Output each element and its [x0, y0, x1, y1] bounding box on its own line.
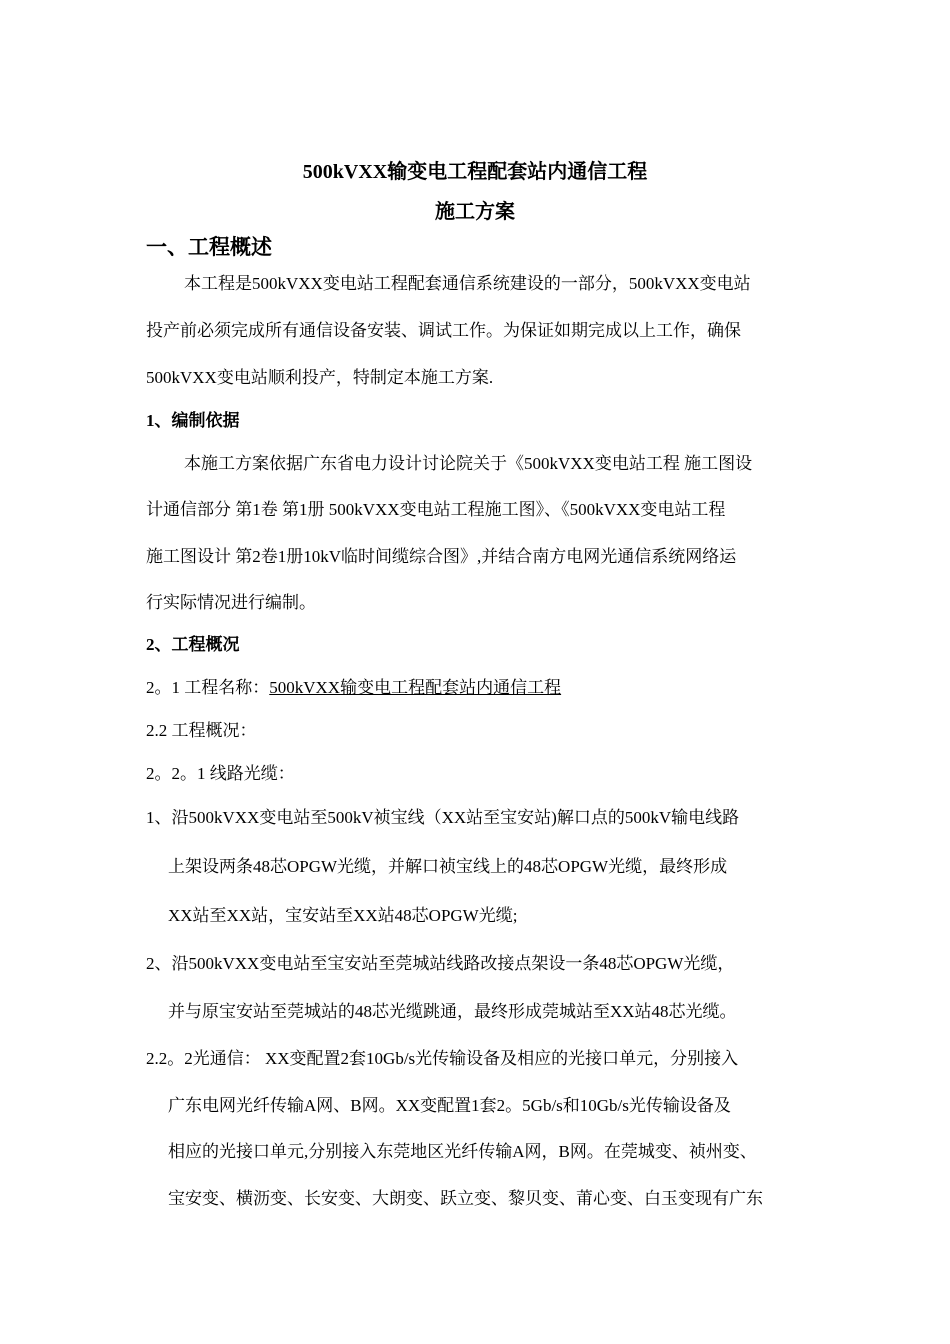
- subsection-heading-basis: 1、编制依据: [146, 411, 240, 430]
- overview-para-line-1: 本工程是500kVXX变电站工程配套通信系统建设的一部分，500kVXX变电站: [184, 274, 751, 293]
- list1-line-1: 1、沿500kVXX变电站至500kV祯宝线（XX站至宝安站)解口点的500kV输电线路: [146, 808, 740, 827]
- section-heading-overview: 一、工程概述: [146, 235, 272, 259]
- list2-line-2: 并与原宝安站至莞城站的48芯光缆跳通，最终形成莞城站至XX站48芯光缆。: [168, 1002, 737, 1021]
- list2-line-1: 2、沿500kVXX变电站至宝安站至莞城站线路改接点架设一条48芯OPGW光缆，: [146, 954, 735, 973]
- project-name-value: 500kVXX输变电工程配套站内通信工程: [269, 678, 562, 697]
- project-name-label: 2。1 工程名称：: [146, 678, 270, 697]
- item-2-2-2-line-3: 相应的光接口单元,分别接入东莞地区光纤传输A网，B网。在莞城变、祯州变、: [168, 1142, 757, 1161]
- overview-para-line-2: 投产前必须完成所有通信设备安装、调试工作。为保证如期完成以上工作，确保: [146, 321, 741, 340]
- doc-subtitle: 施工方案: [435, 201, 515, 223]
- basis-para-line-2: 计通信部分 第1卷 第1册 500kVXX变电站工程施工图》、《500kVXX变电站工程: [146, 500, 726, 519]
- project-name-row: [146, 678, 561, 698]
- list1-line-3: XX站至XX站，宝安站至XX站48芯OPGW光缆;: [168, 906, 518, 925]
- overview-para-line-3: 500kVXX变电站顺利投产，特制定本施工方案.: [146, 368, 494, 387]
- item-2-2-1: 2。2。1 线路光缆：: [146, 764, 295, 783]
- basis-para-line-3: 施工图设计 第2卷1册10kV临时间缆综合图》,并结合南方电网光通信系统网络运: [146, 547, 737, 566]
- basis-para-line-1: 本施工方案依据广东省电力设计讨论院关于《500kVXX变电站工程 施工图设: [184, 454, 753, 473]
- basis-para-line-4: 行实际情况进行编制。: [146, 593, 316, 612]
- doc-title: 500kVXX输变电工程配套站内通信工程: [302, 161, 648, 183]
- item-2-2-2-line-1: 2.2。2光通信： XX变配置2套10Gb/s光传输设备及相应的光接口单元，分别接入: [146, 1049, 739, 1068]
- item-2-2: 2.2 工程概况：: [146, 721, 257, 740]
- item-2-2-2-line-4: 宝安变、横沥变、长安变、大朗变、跃立变、黎贝变、莆心变、白玉变现有广东: [168, 1189, 763, 1208]
- list1-line-2: 上架设两条48芯OPGW光缆，并解口祯宝线上的48芯OPGW光缆，最终形成: [168, 857, 728, 876]
- item-2-2-2-line-2: 广东电网光纤传输A网、B网。XX变配置1套2。5Gb/s和10Gb/s光传输设备及: [168, 1096, 731, 1115]
- subsection-heading-overview: 2、工程概况: [146, 635, 240, 654]
